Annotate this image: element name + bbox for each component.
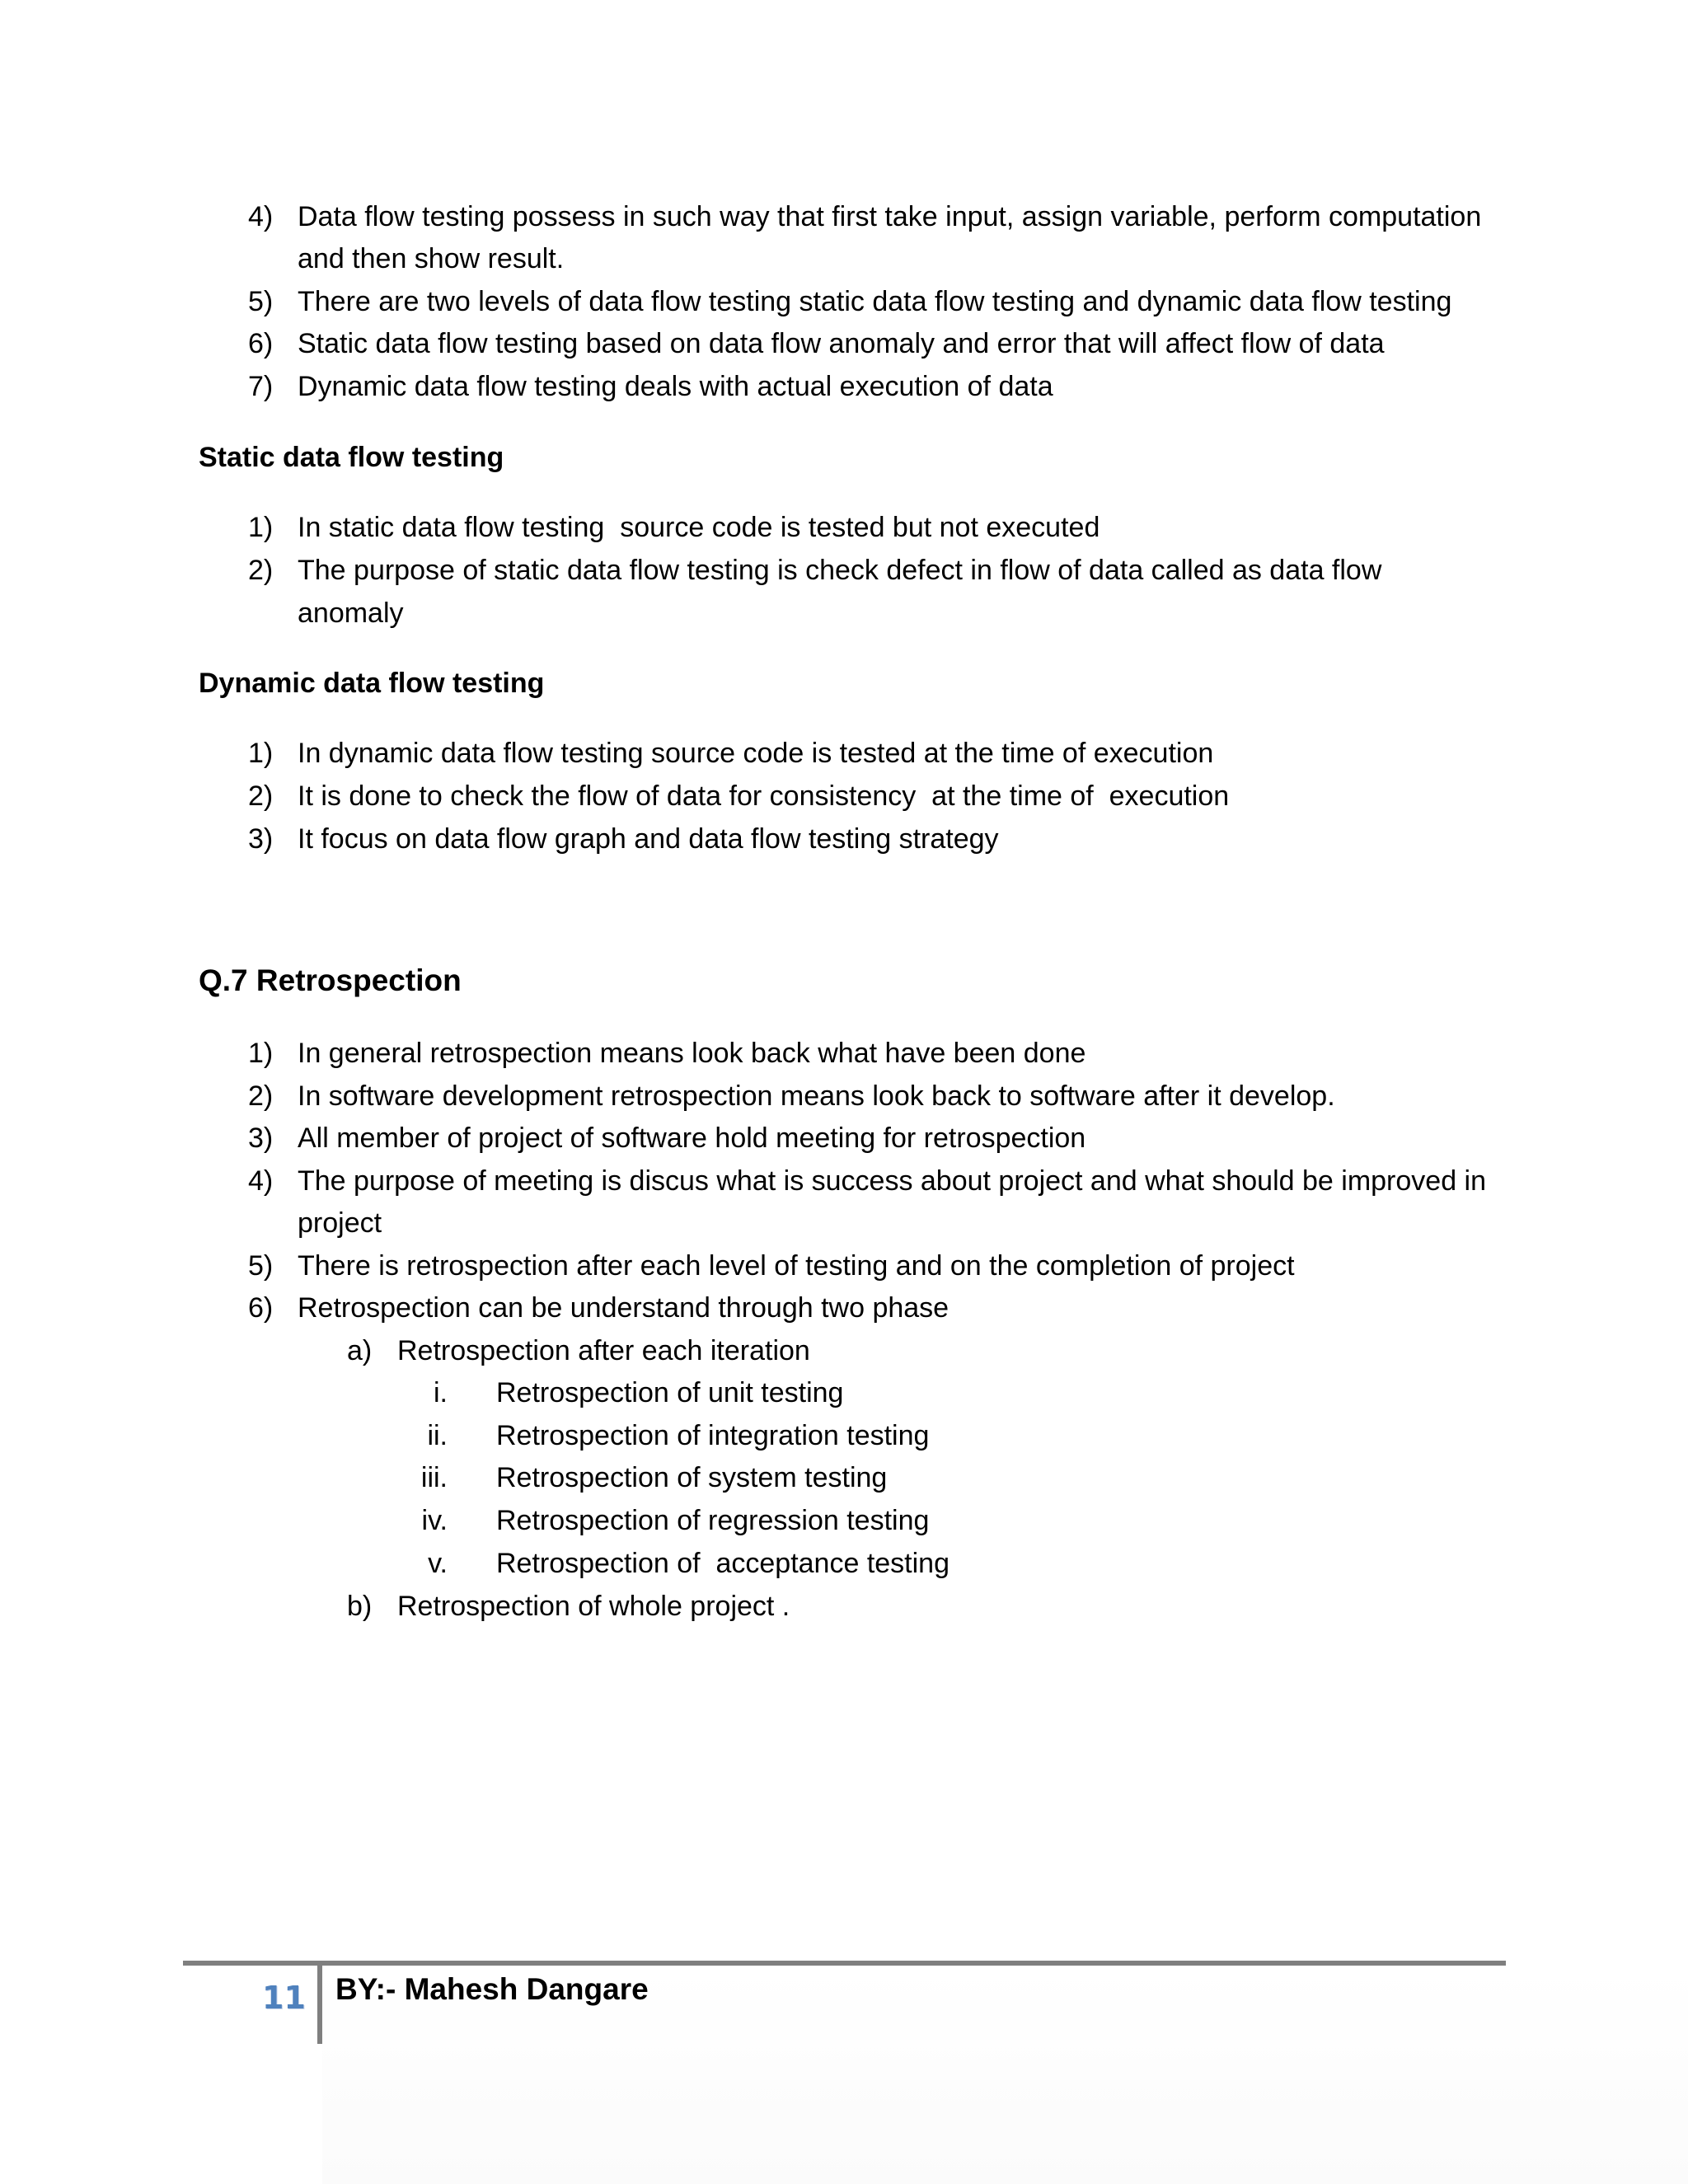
list-item-number: 3) <box>248 823 274 855</box>
footer-vertical-rule <box>317 1963 322 2044</box>
sublist-item-text: Retrospection of whole project . <box>397 1591 790 1622</box>
list-item-number: 7) <box>248 371 274 402</box>
roman-item-number: iv. <box>421 1505 448 1536</box>
list-item-number: 2) <box>248 780 274 812</box>
list-item-text: It focus on data flow graph and data flow testing strategy <box>298 823 999 855</box>
list-item-text: In general retrospection means look back what have been done <box>298 1038 1086 1069</box>
list-item-number: 5) <box>248 1250 274 1282</box>
list-item-text: anomaly <box>298 598 404 629</box>
list-item-text: All member of project of software hold meeting for retrospection <box>298 1122 1086 1154</box>
list-item-text: Dynamic data flow testing deals with actual execution of data <box>298 371 1053 402</box>
roman-item-text: Retrospection of integration testing <box>496 1420 930 1451</box>
list-item-number: 5) <box>248 286 274 317</box>
list-item-number: 1) <box>248 1038 274 1069</box>
list-item-number: 1) <box>248 738 274 769</box>
list-item-number: 1) <box>248 512 274 543</box>
list-item-text: project <box>298 1207 382 1239</box>
list-item-text: The purpose of meeting is discus what is success about project and what should be improved in <box>298 1165 1487 1197</box>
roman-item-number: i. <box>434 1377 448 1408</box>
list-item-number: 2) <box>248 555 274 586</box>
roman-item-text: Retrospection of regression testing <box>496 1505 930 1536</box>
roman-item-text: Retrospection of unit testing <box>496 1377 844 1408</box>
list-item-text: In software development retrospection means look back to software after it develop. <box>298 1080 1335 1112</box>
roman-item-number: v. <box>428 1548 448 1579</box>
list-item-text: Static data flow testing based on data flow anomaly and error that will affect flow of data <box>298 328 1385 359</box>
roman-item-text: Retrospection of system testing <box>496 1462 888 1493</box>
question-heading-retrospection: Q.7 Retrospection <box>199 963 462 997</box>
list-item-text: Retrospection can be understand through two phase <box>298 1292 950 1324</box>
section-heading-static: Static data flow testing <box>199 442 504 473</box>
list-item-number: 3) <box>248 1122 274 1154</box>
list-item-text: In static data flow testing source code is tested but not executed <box>298 512 1100 543</box>
page-number: 11 <box>262 1980 306 2016</box>
roman-item-number: ii. <box>427 1420 448 1451</box>
list-item-text: There is retrospection after each level of testing and on the completion of project <box>298 1250 1295 1282</box>
list-item-number: 2) <box>248 1080 274 1112</box>
roman-item-text: Retrospection of acceptance testing <box>496 1548 950 1579</box>
list-item-number: 4) <box>248 201 274 232</box>
list-item-text: The purpose of static data flow testing is check defect in flow of data called as data flow <box>298 555 1382 586</box>
list-item-text: There are two levels of data flow testing static data flow testing and dynamic data flow testing <box>298 286 1452 317</box>
sublist-item-number: a) <box>347 1335 373 1366</box>
list-item-text: and then show result. <box>298 243 565 274</box>
sublist-item-text: Retrospection after each iteration <box>397 1335 810 1366</box>
sublist-item-number: b) <box>347 1591 373 1622</box>
list-item-number: 6) <box>248 328 274 359</box>
footer-horizontal-rule <box>183 1961 1506 1966</box>
list-item-text: Data flow testing possess in such way that first take input, assign variable, perform computation <box>298 201 1482 232</box>
footer-author: BY:- Mahesh Dangare <box>335 1972 649 2006</box>
roman-item-number: iii. <box>420 1462 448 1493</box>
list-item-number: 6) <box>248 1292 274 1324</box>
section-heading-dynamic: Dynamic data flow testing <box>199 668 545 699</box>
list-item-text: In dynamic data flow testing source code is tested at the time of execution <box>298 738 1214 769</box>
list-item-number: 4) <box>248 1165 274 1197</box>
list-item-text: It is done to check the flow of data for consistency at the time of execution <box>298 780 1230 812</box>
